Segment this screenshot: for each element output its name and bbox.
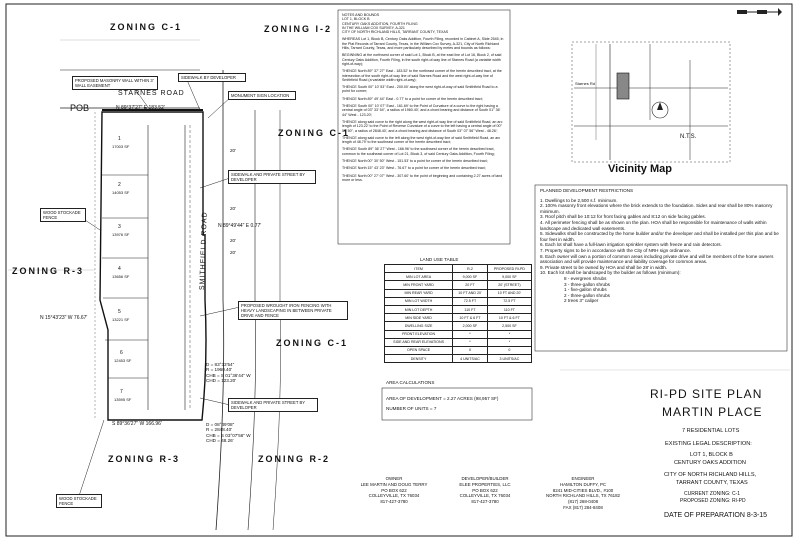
contact-line: COLLEYVILLE, TX 76034 [459,493,511,499]
land-use-cell: * [453,330,488,338]
lot-area: 12453 SF [114,358,132,363]
title-project-name: MARTIN PLACE [662,405,763,419]
title-preparation-date: DATE OF PREPARATION 8-3-15 [664,512,768,519]
curve-1-line: R = 1960.40' [206,367,233,373]
land-use-cell: MIN SIDE YARD [385,314,453,322]
notes-paragraph: THENCE North 89° 49' 44" East - 0.77' to a point for corner of the herein described tract; [342,96,483,101]
land-use-cell: * [487,338,531,346]
area-calc-line: AREA OF DEVELOPMENT = 2.27 ACRES (98,957 SF) [386,396,499,401]
callout-wrought-iron: PROPOSED WROUGHT IRON FENCING WITH HEAVY LANDSCAPING IN BETWEEN PRIVATE DRIVE AND FENCE [238,301,348,320]
bearing-mid-right: N 89°49'44" E 0.77' [218,223,262,229]
contact-line: FAX (817) 284-8408 [563,504,603,510]
zoning-label-top-right: ZONING I-2 [264,24,333,34]
lot-area: 14053 SF [112,190,130,195]
title-legal-heading: EXISTING LEGAL DESCRIPTION: [665,441,752,447]
land-use-cell: 10 FT AND 20' [487,289,531,297]
zoning-label-top-left: ZONING C-1 [110,22,183,32]
bearing-bottom: S 89°36'27" W 166.96' [112,421,162,427]
dimension-label: 20' [230,148,236,153]
contact-line: PO BOX 622 [472,487,498,493]
title-site-plan: RI-PD SITE PLAN [650,387,763,401]
notes-paragraph: THENCE along said curve to the left along the west right-of-way line of said Smithfield Road, an arc length of 48.79' to the southeast corner of the herein described tract; [342,135,501,145]
land-use-cell: MIN FRONT YARD [385,281,453,289]
land-use-cell: 10 FT AND 20' [453,289,488,297]
lot-number: 3 [118,224,121,230]
contact-line: PO BOX 622 [381,487,407,493]
curve-2-line: D = 08°49'08" [206,422,235,427]
curve-1-line: CHD = 123.20' [206,377,237,383]
callout-monument-sign: MONUMENT SIGN LOCATION [228,91,296,100]
land-use-cell: * [453,338,488,346]
restriction-item: 3. Roof pitch shall be 10:12 for front facing gables and 8:12 on side facing gables. [540,214,706,220]
contact-line: (817) 268-0408 [567,499,599,505]
lot-area: 13221 SF [112,317,130,322]
table-row [385,273,532,281]
lot-area: 13595 SF [114,397,132,402]
curve-2-line: CHD = 48.26' [206,437,234,443]
restriction-item: 10. Each lot shall be landscaped by the builder as follows (minimum): [540,270,681,276]
notes-and-bounds [342,13,506,185]
zoning-label-right-upper: ZONING C-1 [278,128,351,138]
land-use-cell: DENSITY [385,355,453,363]
table-row [385,322,532,330]
callout-masonry-wall: PROPOSED MASONRY WALL WITHIN 3' WALL EASEMENT [72,76,158,90]
dimension-label: 20' [230,238,236,243]
zoning-label-bottom-right: ZONING R-2 [258,454,331,464]
title-lot-count: 7 RESIDENTIAL LOTS [682,428,740,434]
notes-header-line: NOTES AND BOUNDS [342,13,380,17]
table-row [385,314,532,322]
bearing-top: N 89°37'27" E 183.52' [116,105,165,111]
notes-paragraph: THENCE South 00° 10' 07" East - 161.69' to the Point of Curvature of a curve to the right having a central angle of 03° 33' 54", a radius of 1960.40', and a chord bearing and distance of South 01° 36' 44" West - 123.20'; [342,104,501,117]
table-row [385,338,532,346]
contact-line: DEVELOPER/BUILDER [461,476,509,481]
title-legal-line: CENTURY OAKS ADDITION [674,460,746,466]
contact-engineer [540,476,626,511]
table-row [385,281,532,289]
curve-1-line: CHB = S 01°36'44" W [206,372,251,378]
contact-line: ENGINEER [571,476,595,481]
land-use-cell: SIDE AND REAR ELEVATIONS [385,338,453,346]
north-arrow-icon [778,8,782,16]
land-use-cell: 72.5 FT [487,297,531,305]
restriction-subitem: 1 - five-gallon shrubs [564,287,607,293]
land-use-header: R-2 [453,265,488,273]
table-row [385,330,532,338]
notes-header-line: LOT 1, BLOCK B [342,17,370,22]
land-use-cell: 0 [453,346,488,354]
contact-line: 8241 MID-CITIES BLVD., #100 [552,487,614,493]
land-use-cell: 20' (STREET) [487,281,531,289]
starnes-road-label: STARNES ROAD [118,90,185,97]
zoning-label-right-mid: ZONING C-1 [276,338,349,348]
zoning-label-bottom-left: ZONING R-3 [108,454,181,464]
contact-owner [355,476,433,505]
notes-paragraph: THENCE North 00° 27' 07" West - 307.60' to the point of beginning and containing 2.27 acres of land more or less. [342,173,503,182]
land-use-cell: 2,500 SF [487,322,531,330]
vicinity-nts: N.T.S. [680,134,697,140]
callout-sidewalk-private-street-2: SIDEWALK AND PRIVATE STREET BY DEVELOPER [228,398,318,412]
contact-line: 817-427-3780 [380,499,408,505]
smithfield-road-label: SMITHFIELD ROAD [199,211,209,291]
land-use-table [384,264,532,363]
land-use-cell: MIN LOT AREA [385,273,453,281]
notes-paragraph: WHEREAS Lot 1, Block B, Century Oaks Addition, Fourth Filing, recorded in Cabinet A, Slide 2545, in the Plat Records of Tarrant County, Texas, in the William Cox Survey, A-321, City of North Richland Hills, Tarrant County, Texas, and more particularly described by metes and bounds as follows: [342,37,504,51]
restriction-item: 8. Each owner will own a portion of common areas including private drive and will be members of the home owners association and will provide maintenance and liability coverage for common areas. [540,253,774,265]
land-use-cell: 2,000 SF [453,322,488,330]
vicinity-map-frame [572,42,730,162]
curve-2-line: CHB = S 03°07'56" W [206,432,251,438]
area-calc-box [382,388,532,420]
curve-2-line: R = 2848.40' [206,427,233,433]
land-use-cell: 10 FT & 6 FT [487,314,531,322]
lot-number: 2 [118,182,121,188]
contact-line: OWNER [385,476,403,481]
restriction-subitem: 3 - three-gallon shrubs [564,281,610,287]
zoning-label-left-mid: ZONING R-3 [12,266,85,276]
callout-sidewalk-private-street-1: SIDEWALK AND PRIVATE STREET BY DEVELOPER [228,170,316,184]
land-use-cell: 110 FT [487,305,531,313]
land-use-cell: OPEN SPACE [385,346,453,354]
contact-line: NORTH RICHLAND HILLS, TX 76182 [545,493,621,499]
contact-line: HAMILTON DUFFY, PC [559,481,607,487]
lot-number: 6 [120,350,123,356]
curve-data-2 [206,422,251,443]
restriction-subitem: 8 - evergreen shrubs [564,275,607,281]
restriction-subitem: 2 - three-gallon shrubs [564,292,610,298]
curve-data-1 [206,362,251,383]
land-use-header-row [385,265,532,273]
land-use-cell: FRONT ELEVATION [385,330,453,338]
contact-developer [446,476,524,505]
restriction-item: 5. Sidewalks shall be constructed by the home builder and/or the developer and shall be installed per this plan and be four feet in width. [540,231,779,242]
callout-wood-fence-2: WOOD STOCKADE FENCE [56,494,102,508]
lot-number: 4 [118,266,121,272]
land-use-cell: 9,000 SF [453,273,488,281]
dimension-label: 20' [230,206,236,211]
notes-paragraph: THENCE North 89° 37' 27" East - 183.52' to the northeast corner of the herein described tract, at the intersection of the south right-of-way line of said Starnes Road and the west right-of-way line of Smithfield Road (a variable width right-of-way); [342,69,502,82]
table-row [385,289,532,297]
notes-header-line: CITY OF NORTH RICHLAND HILLS, TARRANT COUNTY, TEXAS [342,30,449,35]
lot-number: 7 [120,389,123,395]
restrictions-title: PLANNED DEVELOPMENT RESTRICTIONS [540,188,634,193]
vicinity-map-title: Vicinity Map [608,163,672,175]
land-use-header: PROPOSED RI-PD [487,265,531,273]
bearing-left: N 15°43'23" W 76.67' [40,315,88,321]
restriction-item: 6. Each lot shall have a full-lawn irrigation sprinkler system with freeze and rain detectors. [540,242,722,248]
notes-paragraph: THENCE South 89° 36' 27" West - 166.96' to the southwest corner of the herein described tract, common to the southeast corner of Lot 21, Block 3, of said Century Oaks Addition, Fourth Filing; [342,147,495,156]
vicinity-site-marker [617,73,629,99]
land-use-cell: 72.5 FT [453,297,488,305]
land-use-header: ITEM [385,265,453,273]
lot-number: 1 [118,136,121,142]
contact-line: 817-427-3780 [471,499,499,505]
restriction-item: 7. Property signs to be in accordance with the City of NRH sign ordinance. [540,247,691,253]
curve-1-line: D = 83°33'54" [206,362,235,367]
land-use-cell: * [487,330,531,338]
restriction-subitem: 2 trees 3" caliper [564,298,599,304]
notes-paragraph: THENCE North 15° 43' 23" West - 76.67' to a point for corner of the herein described tract; [342,166,486,171]
land-use-cell: MIN REAR YARD [385,289,453,297]
land-use-cell: DWELLING SIZE [385,322,453,330]
notes-header-line: CENTURY OAKS ADDITION, FOURTH FILING [342,21,418,26]
contact-line: ELEE PROPERTIES, LLC [459,481,511,487]
land-use-cell: 9,000 SF [487,273,531,281]
land-use-cell: 3 UNITS/AC [487,355,531,363]
notes-paragraph: BEGINNING at the northwest corner of said Lot 1, Block B, at the east line of Lot 16, Block 2, of said Century Oaks Addition, Fourth Filing, in the south right-of-way line of Starnes Road (a variable width right-of-way); [342,53,502,66]
restriction-item: 9. Private street to be owned by HOA and shall be 28' in width. [540,264,668,270]
table-row [385,305,532,313]
area-calc-line: NUMBER OF UNITS = 7 [386,406,437,411]
land-use-cell: 110 FT [453,305,488,313]
title-city-line: CITY OF NORTH RICHLAND HILLS, [664,472,757,478]
notes-header [342,13,506,34]
land-use-cell: 4 UNITS/AC [453,355,488,363]
callout-sidewalk-developer: SIDEWALK BY DEVELOPER [178,73,246,82]
lot-area: 13976 SF [112,232,130,237]
restriction-item: 2. 100% masonry front elevations where the brick extends to the foundation. Sides and rear shall be 80% masonry minimum. [540,203,773,214]
title-zoning-line: PROPOSED ZONING: RI-PD [680,498,746,504]
area-calc-title: AREA CALCULATIONS [386,380,435,385]
vicinity-road-label: Starnes Rd [575,81,596,86]
lot-area: 17003 SF [112,144,130,149]
land-use-cell: 20 FT [453,281,488,289]
table-row [385,346,532,354]
contact-line: COLLEYVILLE, TX 76034 [368,493,420,499]
land-use-cell: 0 [487,346,531,354]
land-use-cell: 10 FT & 6 FT [453,314,488,322]
lot-number: 5 [118,309,121,315]
table-row [385,355,532,363]
land-use-cell: MIN LOT DEPTH [385,305,453,313]
notes-paragraph: THENCE North 00° 30' 50" West - 151.53' to a point for corner of the herein described tract; [342,159,488,164]
land-use-cell: MIN LOT WIDTH [385,297,453,305]
notes-header-line: IN THE WILLIAM COX SURVEY, A-321 [342,25,405,30]
restriction-item: 4. All perimeter fencing shall be as shown on the plan. HOA shall be responsible for maintenance of walls within landscape and dedicated wall easements. [540,219,767,231]
notes-paragraph: THENCE South 00° 10' 53" East - 200.00' along the west right-of-way of said Smithfield Road to a point for corner; [342,85,498,94]
pob-label: POB [70,103,90,113]
contact-line: LEE MARTIN AND DOUG TERRY [360,481,428,487]
lot-area: 13656 SF [112,274,130,279]
land-use-title: LAND USE TABLE [420,257,459,262]
notes-paragraph: THENCE along said curve to the right along the west right-of-way line of said Smithfield Road, an arc length of 123.22' to the Point of Reverse Curvature of a curve to the left having a central angle of 00° 57' 50", a radius of 2848.40', and a chord bearing and distance of South 03° 07' 56" West - 48.26'; [342,119,503,133]
restriction-item: 1. Dwellings to be 2,500 s.f. minimum. [540,197,618,203]
title-zoning-line: CURRENT ZONING: C-1 [684,491,741,497]
table-row [385,297,532,305]
title-legal-line: LOT 1, BLOCK B [690,452,733,458]
dimension-label: 20' [230,250,236,255]
callout-wood-fence-1: WOOD STOCKADE FENCE [40,208,86,222]
restrictions-block [540,188,784,304]
title-city-line: TARRANT COUNTY, TEXAS [676,480,748,486]
